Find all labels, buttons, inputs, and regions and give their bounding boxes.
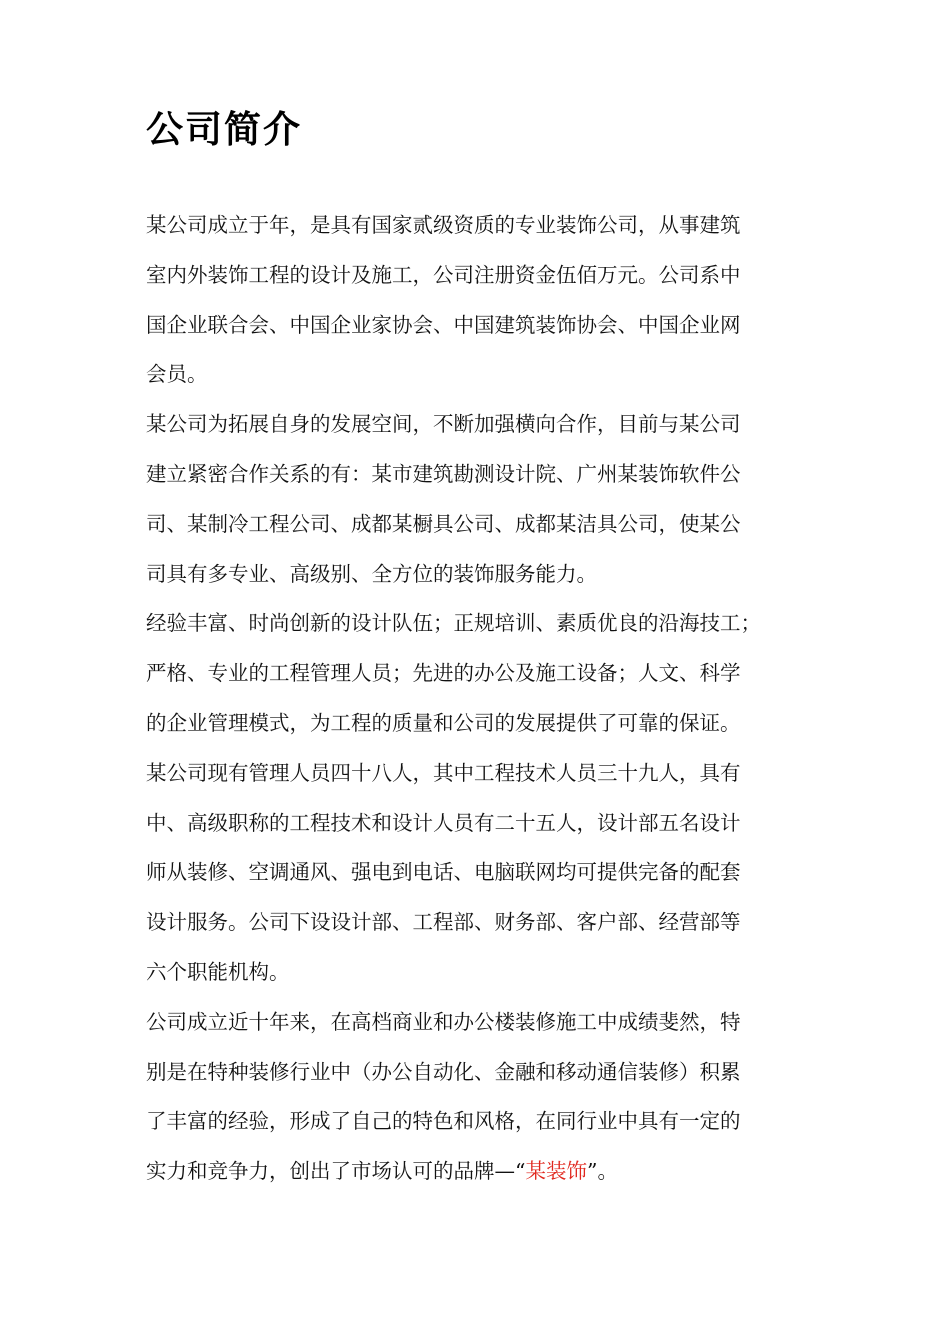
text-line: 公司成立近十年来，在高档商业和办公楼装修施工中成绩斐然，特 [146, 1009, 741, 1034]
text-line: 国企业联合会、中国企业家协会、中国建筑装饰协会、中国企业网 [146, 312, 741, 337]
text-line: 某公司为拓展自身的发展空间，不断加强横向合作，目前与某公司 [146, 412, 741, 437]
text-line: 别是在特种装修行业中（办公自动化、金融和移动通信装修）积累 [146, 1059, 741, 1084]
text-line: 师从装修、空调通风、强电到电话、电脑联网均可提供完备的配套 [146, 860, 741, 885]
text-line: 司具有多专业、高级别、全方位的装饰服务能力。 [146, 561, 597, 586]
text-line: 的企业管理模式，为工程的质量和公司的发展提供了可靠的保证。 [146, 710, 741, 735]
text-line: 严格、专业的工程管理人员；先进的办公及施工设备；人文、科学 [146, 661, 741, 686]
text-line: 经验丰富、时尚创新的设计队伍；正规培训、素质优良的沿海技工； [146, 611, 761, 636]
text-line: 了丰富的经验，形成了自己的特色和风格，在同行业中具有一定的 [146, 1109, 741, 1134]
body-text [146, 201, 808, 1197]
brand-name-highlight: 某装饰 [525, 1159, 587, 1184]
page-title: 公司简介 [146, 108, 302, 151]
text-line: 会员。 [146, 362, 208, 387]
text-line: 中、高级职称的工程技术和设计人员有二十五人，设计部五名设计 [146, 810, 741, 835]
text-line: 某公司现有管理人员四十八人，其中工程技术人员三十九人，具有 [146, 760, 741, 785]
text-line: 建立紧密合作关系的有：某市建筑勘测设计院、广州某装饰软件公 [146, 461, 741, 486]
text-line: 司、某制冷工程公司、成都某橱具公司、成都某洁具公司，使某公 [146, 511, 741, 536]
text-line: 设计服务。公司下设设计部、工程部、财务部、客户部、经营部等 [146, 910, 741, 935]
text-before-brand: 实力和竞争力，创出了市场认可的品牌—“ [146, 1159, 526, 1184]
text-line-last [146, 1147, 808, 1197]
text-line: 某公司成立于年，是具有国家贰级资质的专业装饰公司，从事建筑 [146, 213, 741, 237]
text-line: 室内外装饰工程的设计及施工，公司注册资金伍佰万元。公司系中 [146, 262, 741, 287]
text-line: 六个职能机构。 [146, 959, 290, 984]
text-after-brand: ”。 [586, 1159, 618, 1184]
